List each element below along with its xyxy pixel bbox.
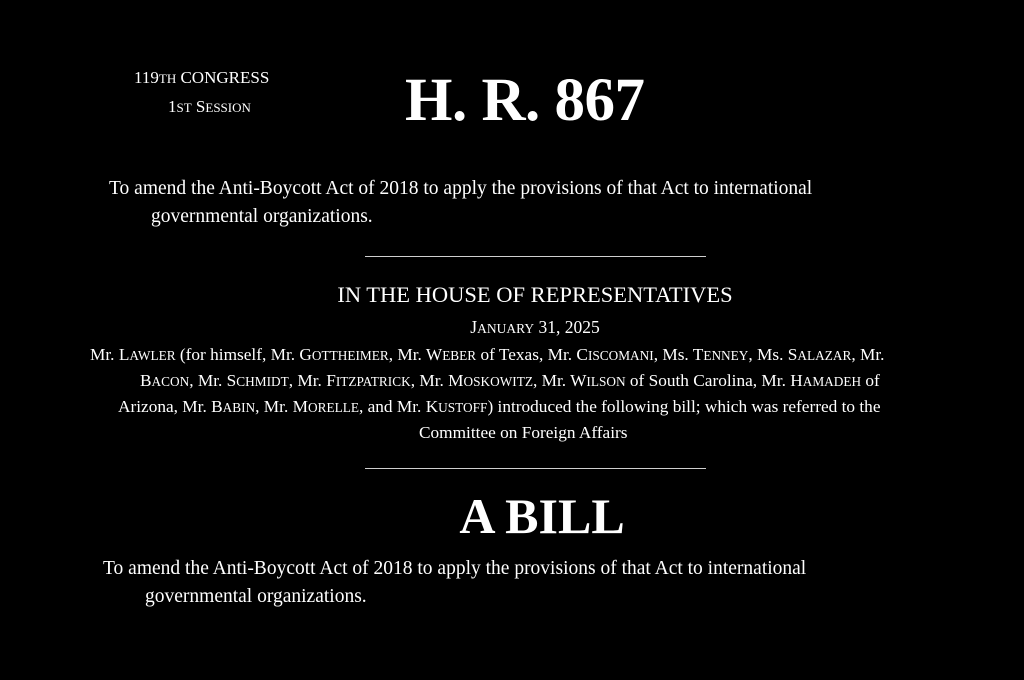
sponsor-text: C bbox=[576, 345, 588, 364]
sponsor-text: of Texas, Mr. bbox=[476, 345, 577, 364]
sponsor-text: S bbox=[226, 371, 237, 390]
sponsor-name-smallcaps: USTOFF bbox=[438, 400, 488, 415]
sponsor-text: , Mr. bbox=[189, 371, 227, 390]
session-number: 1 bbox=[168, 97, 177, 116]
sponsor-text: , Ms. bbox=[748, 345, 788, 364]
sponsor-text: S bbox=[787, 345, 798, 364]
congress-number: 119 bbox=[134, 68, 159, 87]
sponsors-line-2 bbox=[140, 368, 880, 395]
sponsor-text: , Mr. bbox=[288, 371, 327, 390]
sponsor-text: , Mr. bbox=[255, 397, 293, 416]
sponsors-line-1 bbox=[90, 342, 884, 369]
sponsor-text: K bbox=[425, 397, 439, 416]
sponsor-text: Arizona, Mr. bbox=[118, 397, 212, 416]
sponsor-name-smallcaps: AWLER bbox=[129, 348, 176, 363]
sponsor-text: L bbox=[118, 345, 130, 364]
divider-top bbox=[365, 256, 706, 257]
sponsors-line-3 bbox=[118, 394, 880, 421]
session-word-cap: S bbox=[191, 97, 206, 116]
sponsor-text: , Mr. bbox=[410, 371, 449, 390]
congress-word: CONGRESS bbox=[176, 68, 270, 87]
sponsor-name-smallcaps: ENNEY bbox=[703, 348, 749, 363]
summary-top bbox=[109, 175, 812, 231]
bill-summary-line-2: governmental organizations. bbox=[145, 586, 367, 607]
sponsor-text: W bbox=[570, 371, 587, 390]
sponsor-text: Mr. bbox=[90, 345, 119, 364]
sponsor-text: H bbox=[790, 371, 803, 390]
sponsor-text: G bbox=[299, 345, 312, 364]
session-label bbox=[168, 97, 251, 117]
date-cap: J bbox=[470, 317, 478, 337]
sponsor-name-smallcaps: ALAZAR bbox=[797, 348, 852, 363]
sponsor-text: B bbox=[211, 397, 223, 416]
bill-summary bbox=[103, 555, 806, 611]
sponsor-text: , Mr. bbox=[851, 345, 885, 364]
sponsor-text: W bbox=[425, 345, 443, 364]
sponsor-name-smallcaps: OTTHEIMER bbox=[311, 348, 389, 363]
sponsor-text: T bbox=[692, 345, 704, 364]
sponsor-text: M bbox=[292, 397, 308, 416]
sponsors-line-4 bbox=[419, 420, 627, 446]
sponsor-name-smallcaps: ISCOMANI bbox=[587, 348, 654, 363]
sponsor-name-smallcaps: ABIN bbox=[222, 400, 256, 415]
congress-label bbox=[134, 68, 269, 88]
sponsor-text: , Mr. bbox=[388, 345, 426, 364]
sponsor-name-smallcaps: OSKOWITZ bbox=[463, 374, 533, 389]
introduction-date bbox=[0, 317, 1024, 338]
sponsor-text: B bbox=[140, 371, 152, 390]
sponsor-text: , Mr. bbox=[532, 371, 571, 390]
sponsor-name-smallcaps: EBER bbox=[442, 348, 477, 363]
session-ordinal: ST bbox=[176, 100, 192, 115]
sponsor-name-smallcaps: ORELLE bbox=[307, 400, 359, 415]
sponsor-text: (for himself, Mr. bbox=[175, 345, 300, 364]
bill-summary-line-1: To amend the Anti-Boycott Act of 2018 to apply the provisions of that Act to international bbox=[103, 558, 807, 579]
summary-top-line-1: To amend the Anti-Boycott Act of 2018 to apply the provisions of that Act to international bbox=[109, 178, 813, 199]
sponsor-text: M bbox=[448, 371, 464, 390]
sponsor-text: of South Carolina, Mr. bbox=[625, 371, 791, 390]
sponsor-name-smallcaps: ILSON bbox=[586, 374, 626, 389]
bill-number: H. R. 867 bbox=[405, 67, 645, 134]
divider-bottom bbox=[365, 468, 706, 469]
sponsor-name-smallcaps: CHMIDT bbox=[236, 374, 289, 389]
sponsor-text: ) introduced the following bill; which was referred to the bbox=[487, 397, 881, 416]
congress-ordinal: TH bbox=[158, 71, 177, 86]
sponsor-text: , and Mr. bbox=[358, 397, 426, 416]
a-bill-heading: A BILL bbox=[459, 488, 625, 544]
sponsor-text: , Ms. bbox=[653, 345, 693, 364]
date-small: ANUARY bbox=[477, 321, 535, 336]
summary-top-line-2: governmental organizations. bbox=[151, 206, 373, 227]
sponsor-name-smallcaps: ITZPATRICK bbox=[335, 374, 411, 389]
sponsor-name-smallcaps: ACON bbox=[151, 374, 190, 389]
sponsor-name-smallcaps: AMADEH bbox=[802, 374, 862, 389]
sponsor-text: of bbox=[861, 371, 880, 390]
sponsor-text: F bbox=[326, 371, 336, 390]
house-heading: IN THE HOUSE OF REPRESENTATIVES bbox=[337, 282, 733, 307]
session-word-rest: ESSION bbox=[205, 100, 251, 115]
sponsor-text: Committee on Foreign Affairs bbox=[419, 423, 628, 442]
date-rest: 31, 2025 bbox=[534, 317, 600, 337]
